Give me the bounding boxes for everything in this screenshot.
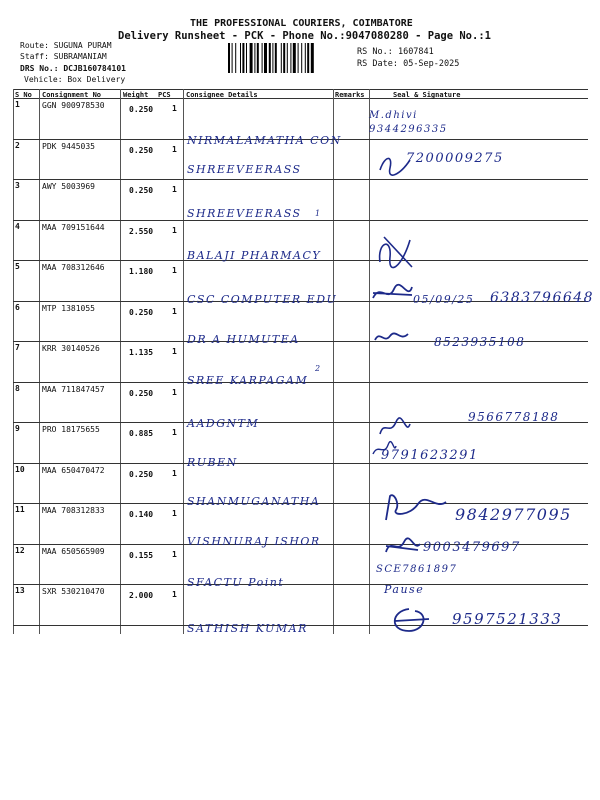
row-pcs: 1 — [172, 509, 177, 518]
row-consignee-handwritten: VISHNURAJ ISHOR — [187, 535, 321, 548]
barcode-bar — [254, 43, 255, 73]
row-consignee-handwritten: AADGNTM — [187, 417, 260, 430]
barcode-bar — [246, 43, 247, 73]
row-consignment-no: MAA 650470472 — [42, 465, 105, 475]
row-weight: 1.135 — [129, 348, 154, 357]
row12-name: Pause — [384, 583, 425, 596]
rs-no-label: RS No.: — [357, 47, 393, 57]
row-pcs: 1 — [172, 549, 177, 559]
row-sno: 9 — [15, 424, 20, 433]
rs-date-value: 05-Sep-2025 — [403, 59, 460, 69]
row-pcs: 1 — [172, 144, 177, 154]
barcode-bar — [269, 43, 271, 73]
col-sno: S No — [15, 91, 32, 99]
table-top-rule — [13, 89, 588, 90]
route-value: SUGUNA PURAM — [53, 41, 112, 50]
row-weight: 0.250 — [129, 186, 154, 195]
row-pcs: 1 — [172, 104, 177, 113]
rs-no-value: 1607841 — [397, 47, 434, 57]
row-weight: 0.250 — [129, 388, 154, 398]
barcode-bar — [250, 43, 253, 73]
row-phone-handwritten: 7200009275 — [406, 151, 504, 166]
row-consignment-no: KRR 30140526 — [42, 344, 100, 353]
vehicle-line — [24, 75, 125, 84]
row-phone-handwritten: 8523935108 — [434, 335, 526, 349]
signature-row5 — [370, 283, 415, 305]
row-weight: 0.250 — [129, 105, 154, 114]
row-consignment-no: AWY 5003969 — [42, 182, 95, 191]
row-consignee-handwritten: SHREEVEERASS — [187, 163, 302, 176]
barcode-bar — [311, 43, 314, 73]
row12-code: SCE7861897 — [376, 564, 458, 575]
row-weight: 2.550 — [129, 226, 154, 236]
row-sno: 12 — [15, 545, 25, 555]
col-remarks: Remarks — [335, 91, 365, 99]
barcode-bar — [298, 43, 299, 73]
row-consignee-handwritten: SREE KARPAGAM — [187, 374, 309, 387]
row-consignee-handwritten: NIRMALAMATHA CON — [187, 134, 342, 147]
row-rule — [13, 584, 588, 585]
col-rule — [120, 89, 121, 634]
row-consignee-handwritten: SHREEVEERASS — [187, 207, 302, 220]
col-rule — [13, 89, 14, 634]
signature-row4 — [372, 232, 417, 272]
row-consignment-no: MAA 708312646 — [42, 263, 105, 272]
row-sno: 1 — [15, 100, 20, 109]
row-weight: 2.000 — [129, 591, 154, 600]
row-sno: 7 — [15, 343, 20, 352]
row-weight: 0.250 — [129, 469, 154, 479]
vehicle-value: Box Delivery — [67, 75, 126, 84]
row3-mark: 1 — [315, 209, 322, 218]
signature-row13 — [385, 605, 435, 635]
barcode-bar — [257, 43, 259, 73]
col-seal: Seal & Signature — [393, 91, 461, 99]
row-pcs: 1 — [172, 468, 177, 478]
col-pcs: PCS — [158, 91, 171, 99]
row-consignment-no: MAA 709151644 — [42, 222, 105, 232]
row-sno: 10 — [15, 464, 25, 474]
row-pcs: 1 — [172, 590, 177, 599]
row7-mark: 2 — [315, 364, 322, 373]
row-consignment-no: PRO 18175655 — [42, 425, 100, 434]
row-sno: 11 — [15, 505, 25, 514]
barcode-bar — [264, 43, 267, 73]
barcode-bar — [242, 43, 244, 73]
row-weight: 1.180 — [129, 267, 154, 276]
row-sno: 8 — [15, 383, 20, 393]
col-consignment: Consignment No — [42, 91, 102, 99]
rs-date-label: RS Date: — [357, 59, 398, 69]
drs-label: DRS No.: — [20, 64, 59, 73]
route-label: Route: — [20, 41, 49, 50]
row-pcs: 1 — [172, 428, 177, 437]
row-consignment-no: MTP 1381055 — [42, 303, 95, 313]
row-phone-handwritten: 9566778188 — [468, 410, 560, 424]
row-weight: 0.250 — [129, 145, 154, 155]
drs-line — [20, 64, 126, 73]
barcode-bar — [262, 43, 263, 73]
staff-value: SUBRAMANIAM — [53, 52, 107, 61]
rs-date-line — [357, 59, 459, 69]
row-consignee-handwritten: SATHISH KUMAR — [187, 622, 308, 635]
row-consignee-handwritten: DR A HUMUTEA — [187, 333, 300, 346]
signature-row6 — [372, 328, 412, 348]
runsheet-subtitle: Delivery Runsheet - PCK - Phone No.:9047080280 - Page No.:1 — [118, 30, 491, 42]
signature-row12 — [382, 536, 422, 558]
barcode-bar — [240, 43, 241, 73]
drs-value: DCJB160784101 — [63, 64, 126, 73]
barcode-bar — [307, 43, 309, 73]
row-phone-handwritten: 6383796648 — [490, 290, 595, 306]
row-phone-handwritten: 9791623291 — [381, 448, 479, 463]
vehicle-label: Vehicle: — [24, 75, 63, 84]
route-line — [20, 41, 112, 50]
barcode-bar — [235, 43, 236, 73]
row-pcs: 1 — [172, 225, 177, 235]
row-consignee-handwritten: SFACTU Point — [187, 576, 285, 589]
row-weight: 0.140 — [129, 510, 154, 519]
barcode-bar — [275, 43, 277, 73]
row-consignee-handwritten: CSC COMPUTER EDU — [187, 293, 338, 306]
row-sno: 2 — [15, 140, 20, 150]
row-phone-handwritten: 9597521333 — [452, 610, 563, 628]
staff-line — [20, 52, 107, 61]
row-consignment-no: GGN 900978530 — [42, 101, 105, 110]
row-weight: 0.250 — [129, 307, 154, 317]
barcode — [228, 43, 348, 73]
row-sno: 5 — [15, 262, 20, 271]
row-pcs: 1 — [172, 387, 177, 397]
barcode-bar — [281, 43, 282, 73]
row5-date: 05/09/25 — [413, 293, 475, 306]
row-consignment-no: MAA 708312833 — [42, 506, 105, 515]
col-rule — [183, 89, 184, 634]
row-sno: 3 — [15, 181, 20, 190]
row-phone-handwritten: 9003479697 — [423, 540, 521, 555]
barcode-bar — [301, 43, 302, 73]
row-pcs: 1 — [172, 306, 177, 316]
col-rule — [369, 89, 370, 634]
staff-label: Staff: — [20, 52, 49, 61]
row1-receiver-name: M.dhivi — [369, 110, 418, 121]
row-consignee-handwritten: BALAJI PHARMACY — [187, 249, 322, 262]
row-rule — [13, 179, 588, 180]
barcode-bar — [290, 43, 291, 73]
barcode-bar — [287, 43, 288, 73]
rs-no-line — [357, 47, 434, 57]
col-weight: Weight — [123, 91, 149, 99]
signature-row11 — [380, 490, 450, 526]
row-consignee-handwritten: RUBEN — [187, 456, 238, 469]
barcode-bar — [232, 43, 233, 73]
row-phone-handwritten: 9344296335 — [369, 124, 448, 135]
row-pcs: 1 — [172, 347, 177, 356]
row-consignee-handwritten: SHANMUGANATHA — [187, 495, 321, 508]
row-rule — [13, 463, 588, 464]
col-consignee: Consignee Details — [186, 91, 258, 99]
row-weight: 0.885 — [129, 429, 154, 438]
row-consignment-no: SXR 530210470 — [42, 587, 105, 596]
signature-row8 — [376, 416, 414, 442]
barcode-bar — [228, 43, 230, 73]
col-rule — [333, 89, 334, 634]
row-sno: 6 — [15, 302, 20, 312]
barcode-bar — [272, 43, 273, 73]
barcode-bar — [293, 43, 296, 73]
row-sno: 4 — [15, 221, 20, 231]
row-consignment-no: MAA 650565909 — [42, 546, 105, 556]
row-weight: 0.155 — [129, 550, 154, 560]
col-rule — [39, 89, 40, 634]
row-phone-handwritten: 9842977095 — [455, 505, 572, 524]
row-consignment-no: PDK 9445035 — [42, 141, 95, 151]
row-pcs: 1 — [172, 185, 177, 194]
barcode-bar — [283, 43, 285, 73]
row-sno: 13 — [15, 586, 25, 595]
company-title: THE PROFESSIONAL COURIERS, COIMBATORE — [190, 18, 413, 29]
barcode-bar — [305, 43, 306, 73]
row-pcs: 1 — [172, 266, 177, 275]
row-consignment-no: MAA 711847457 — [42, 384, 105, 394]
